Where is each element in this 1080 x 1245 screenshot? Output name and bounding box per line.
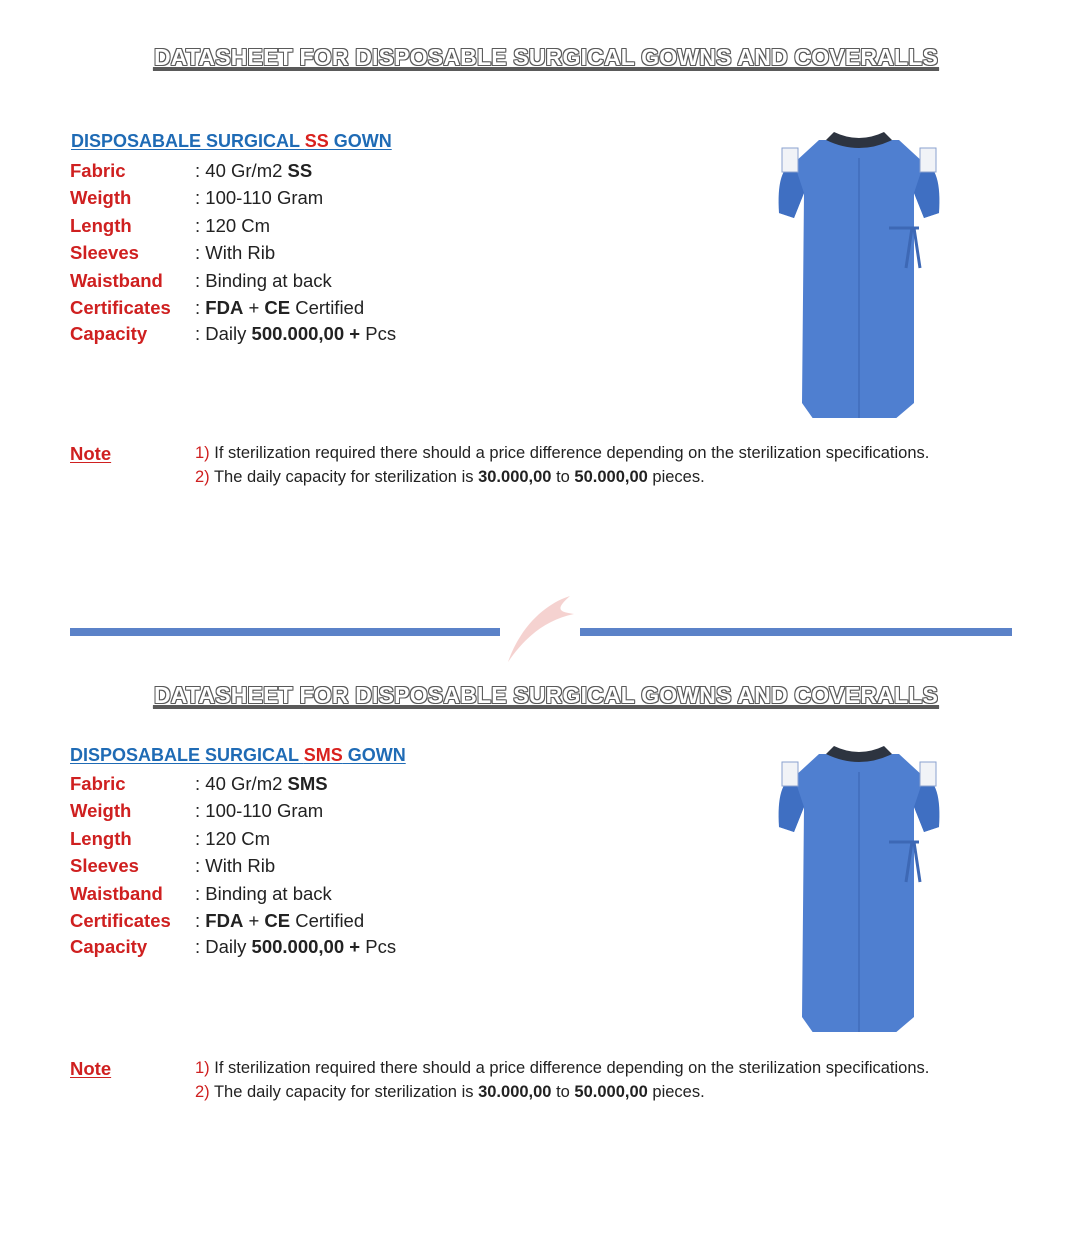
- note-line-2: 2) The daily capacity for sterilization is 30.000,00 to 50.000,00 pieces.: [195, 1083, 705, 1101]
- note-line-1: 1) If sterilization required there should a price difference depending on the sterilization specifications.: [195, 444, 930, 462]
- surgical-gown-icon: [774, 732, 944, 1032]
- spec-value: : Binding at back: [195, 883, 332, 904]
- spec-label: Certificates: [70, 910, 171, 931]
- note-label: Note: [70, 443, 112, 464]
- spec-label: Capacity: [70, 936, 148, 957]
- spec-value: : Daily 500.000,00 + Pcs: [195, 323, 397, 344]
- heading-suffix: GOWN: [342, 745, 406, 765]
- heading-prefix: DISPOSABALE SURGICAL: [71, 131, 305, 151]
- spec-label: Length: [70, 215, 132, 236]
- spec-label: Waistband: [70, 270, 163, 291]
- spec-value: : FDA + CE Certified: [195, 297, 365, 318]
- spec-value: : 100-110 Gram: [195, 187, 324, 208]
- note-line-2: 2) The daily capacity for sterilization is 30.000,00 to 50.000,00 pieces.: [195, 468, 705, 486]
- spec-value: : With Rib: [195, 242, 276, 263]
- spec-label: Sleeves: [70, 855, 139, 876]
- spec-label: Capacity: [70, 323, 148, 344]
- spec-label: Certificates: [70, 297, 171, 318]
- note-line-1: 1) If sterilization required there should a price difference depending on the sterilization specifications.: [195, 1059, 930, 1077]
- swoosh-logo-icon: [500, 592, 580, 670]
- spec-value: : 100-110 Gram: [195, 800, 324, 821]
- note-label: Note: [70, 1058, 112, 1079]
- spec-label: Weigth: [70, 800, 132, 821]
- spec-label: Fabric: [70, 160, 126, 181]
- divider-left: [70, 628, 500, 636]
- spec-value: : Daily 500.000,00 + Pcs: [195, 936, 397, 957]
- heading-highlight: SMS: [303, 745, 343, 765]
- spec-value: : 120 Cm: [195, 828, 271, 849]
- surgical-gown-icon: [774, 118, 944, 418]
- spec-value: : With Rib: [195, 855, 276, 876]
- spec-value: : FDA + CE Certified: [195, 910, 365, 931]
- heading-prefix: DISPOSABALE SURGICAL: [70, 745, 304, 765]
- spec-value: : 40 Gr/m2 SMS: [195, 773, 328, 794]
- heading-suffix: GOWN: [328, 131, 392, 151]
- spec-label: Weigth: [70, 187, 132, 208]
- spec-label: Fabric: [70, 773, 126, 794]
- heading-highlight: SS: [304, 131, 329, 151]
- spec-value: : Binding at back: [195, 270, 332, 291]
- datasheet-title: DATASHEET FOR DISPOSABLE SURGICAL GOWNS AND COVERALLS: [153, 44, 939, 70]
- divider-right: [580, 628, 1012, 636]
- spec-value: : 120 Cm: [195, 215, 271, 236]
- section-heading-sms-gown: [70, 745, 406, 766]
- spec-label: Waistband: [70, 883, 163, 904]
- section-heading-ss-gown: [71, 131, 392, 152]
- spec-label: Sleeves: [70, 242, 139, 263]
- datasheet-title: DATASHEET FOR DISPOSABLE SURGICAL GOWNS AND COVERALLS: [153, 682, 939, 708]
- spec-value: : 40 Gr/m2 SS: [195, 160, 313, 181]
- spec-label: Length: [70, 828, 132, 849]
